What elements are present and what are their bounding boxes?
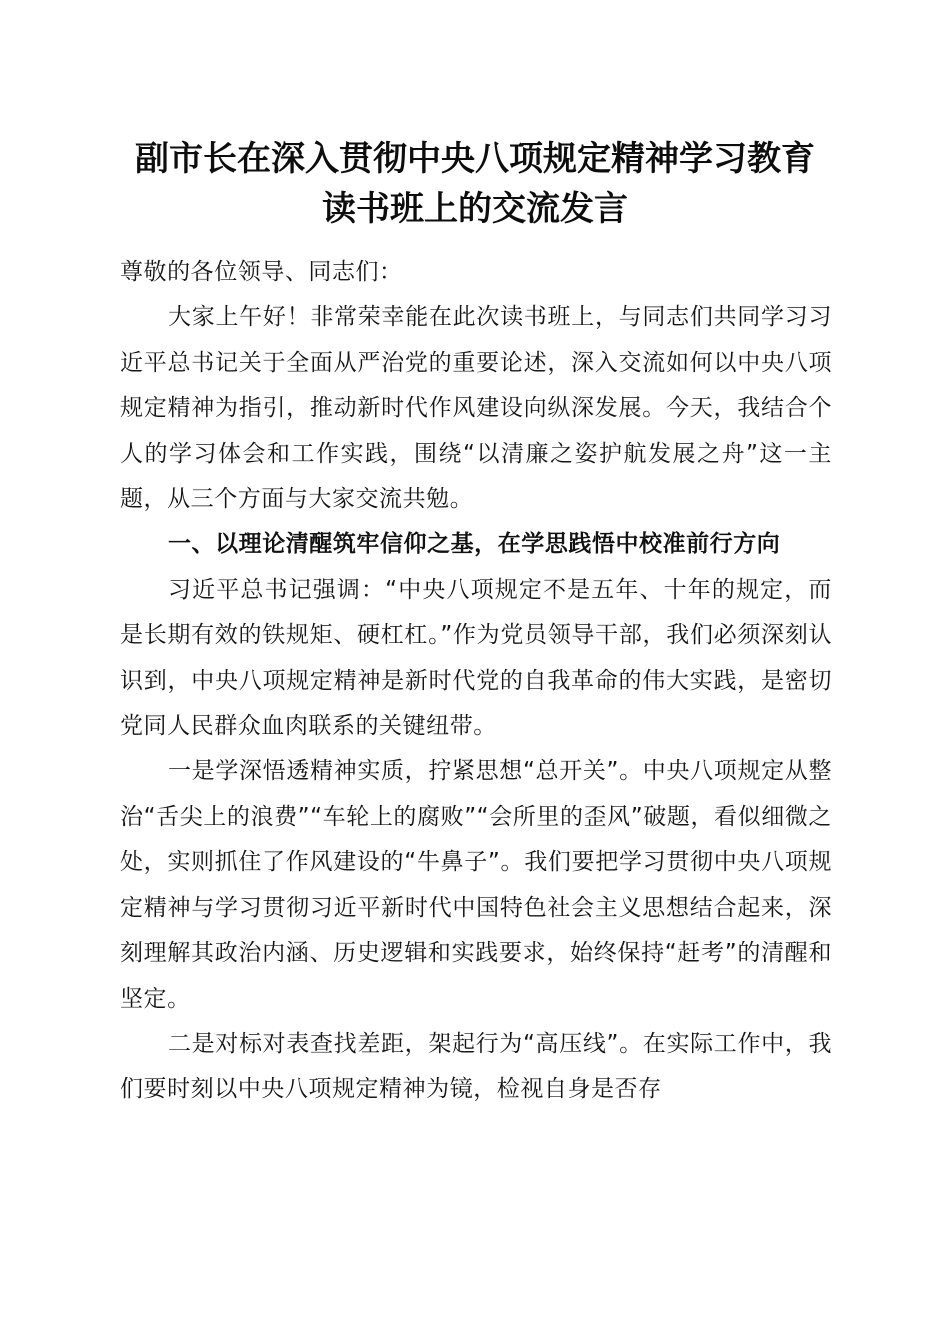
paragraph-point-2: 二是对标对表查找差距，架起行为“高压线”。在实际工作中，我们要时刻以中央八项规定精神为镜，检视自身是否存 [120, 1030, 832, 1103]
paragraph-quote: 习近平总书记强调：“中央八项规定不是五年、十年的规定，而是长期有效的铁规矩、硬杠杠。”作为党员领导干部，我们必须深刻认识到，中央八项规定精神是新时代党的自我革命的伟大实践，是密切党同人民群众血肉联系的关键纽带。 [120, 576, 832, 740]
document-body [120, 250, 832, 1113]
section-heading-1: 一、以理论清醒筑牢信仰之基，在学思践悟中校准前行方向 [168, 531, 781, 558]
salutation: 尊敬的各位领导、同志们： [120, 259, 403, 285]
document-title [100, 134, 850, 234]
paragraph-point-1: 一是学深悟透精神实质，拧紧思想“总开关”。中央八项规定从整治“舌尖上的浪费”“车轮上的腐败”“会所里的歪风”破题，看似细微之处，实则抓住了作风建设的“牛鼻子”。我们要把学习贯彻中央八项规定精神与学习贯彻习近平新时代中国特色社会主义思想结合起来，深刻理解其政治内涵、历史逻辑和实践要求，始终保持“赶考”的清醒和坚定。 [120, 758, 832, 1012]
title-line-1: 副市长在深入贯彻中央八项规定精神学习教育 [135, 139, 815, 179]
paragraph-opening: 大家上午好！非常荣幸能在此次读书班上，与同志们共同学习习近平总书记关于全面从严治党的重要论述，深入交流如何以中央八项规定精神为指引，推动新时代作风建设向纵深发展。今天，我结合个人的学习体会和工作实践，围绕“以清廉之姿护航发展之舟”这一主题，从三个方面与大家交流共勉。 [120, 304, 832, 513]
title-line-2: 读书班上的交流发言 [322, 189, 628, 229]
